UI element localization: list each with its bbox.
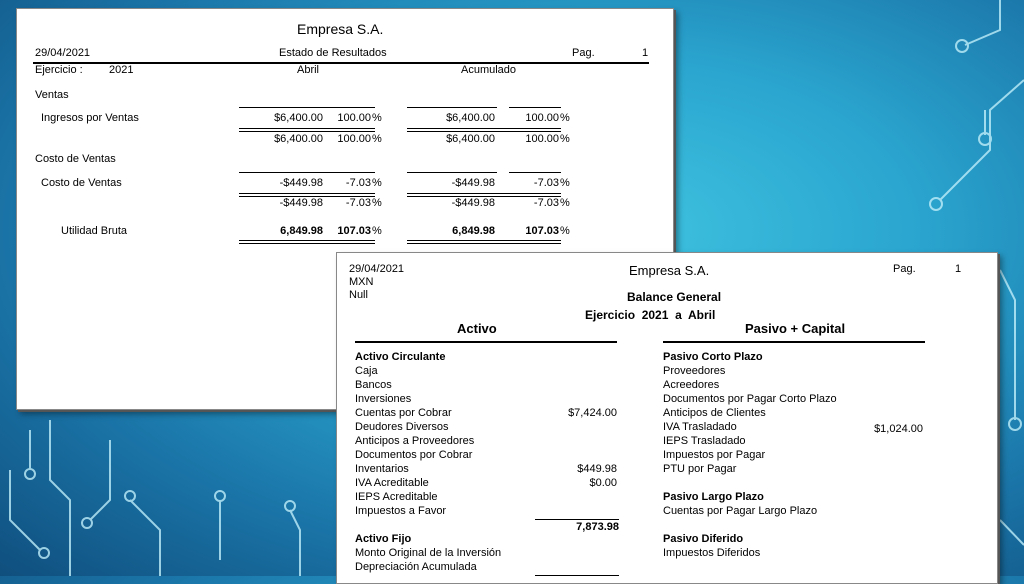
costo-acum-pct: -7.03	[533, 177, 559, 189]
report-date: 29/04/2021	[349, 263, 405, 275]
page-number: 1	[642, 47, 649, 59]
list-item: IEPS Acreditable	[355, 491, 438, 503]
list-value: $449.98	[577, 463, 617, 475]
ejercicio-month: Abril	[688, 308, 716, 322]
utilidad-acum: 6,849.98	[452, 225, 495, 237]
rule	[407, 107, 497, 108]
list-item: Proveedores	[663, 365, 726, 377]
page-number: 1	[955, 263, 962, 275]
null-label: Null	[349, 289, 368, 301]
section-ventas: Ventas	[35, 89, 69, 101]
utilidad-month: 6,849.98	[280, 225, 323, 237]
balance-general-report	[336, 252, 998, 584]
list-item: Documentos por Pagar Corto Plazo	[663, 393, 837, 405]
rule	[239, 172, 329, 173]
ejercicio-year: 2021	[109, 64, 134, 76]
page-label: Pag.	[893, 263, 916, 275]
rule	[329, 107, 375, 108]
company-name: Empresa S.A.	[297, 21, 384, 37]
ventas-total-month: $6,400.00	[274, 133, 323, 145]
pasivo-corto-title: Pasivo Corto Plazo	[663, 351, 763, 363]
pasivo-diferido-title: Pasivo Diferido	[663, 533, 744, 545]
double-rule	[407, 240, 561, 244]
list-item: Depreciación Acumulada	[355, 561, 477, 573]
section-costo: Costo de Ventas	[35, 153, 116, 165]
rule	[239, 107, 329, 108]
list-item: Caja	[355, 365, 378, 377]
col-month-header: Abril	[297, 64, 320, 76]
list-value: $0.00	[589, 477, 617, 489]
ventas-total-acum-pct: 100.00	[525, 133, 559, 145]
rule	[329, 172, 375, 173]
list-item: PTU por Pagar	[663, 463, 737, 475]
list-item: Documentos por Cobrar	[355, 449, 473, 461]
pct-sign: %	[560, 177, 570, 189]
list-value: $1,024.00	[874, 423, 923, 435]
list-item: Inventarios	[355, 463, 409, 475]
pct-sign: %	[560, 112, 570, 124]
pct-sign: %	[372, 225, 382, 237]
ejercicio-label: Ejercicio	[585, 308, 636, 322]
ventas-total-month-pct: 100.00	[337, 133, 371, 145]
ejercicio-year: 2021	[641, 308, 669, 322]
list-value: $7,424.00	[568, 407, 617, 419]
costo-total-acum-pct: -7.03	[533, 197, 559, 209]
rule	[407, 172, 497, 173]
activo-header: Activo	[457, 321, 497, 336]
list-item: Cuentas por Cobrar	[355, 407, 452, 419]
list-item: Deudores Diversos	[355, 421, 449, 433]
list-item: Anticipos de Clientes	[663, 407, 766, 419]
ventas-total-acum: $6,400.00	[446, 133, 495, 145]
report-title: Estado de Resultados	[279, 47, 387, 59]
list-item: Impuestos a Favor	[355, 505, 447, 517]
activo-rule	[355, 341, 617, 343]
double-rule	[407, 128, 561, 132]
pct-sign: %	[372, 177, 382, 189]
list-item: Acreedores	[663, 379, 720, 391]
pct-sign: %	[372, 197, 382, 209]
company-name: Empresa S.A.	[629, 263, 710, 278]
col-acum-header: Acumulado	[461, 64, 517, 76]
costo-total-acum: -$449.98	[451, 197, 495, 209]
pct-sign: %	[560, 197, 570, 209]
ingresos-label: Ingresos por Ventas	[41, 112, 139, 124]
ejercicio-line	[585, 308, 715, 322]
pasivo-rule	[663, 341, 925, 343]
ejercicio-label: Ejercicio :	[35, 64, 83, 76]
rule	[509, 172, 561, 173]
list-item: Bancos	[355, 379, 392, 391]
double-rule	[239, 128, 375, 132]
pasivo-header: Pasivo + Capital	[745, 321, 846, 336]
pct-sign: %	[372, 133, 382, 145]
rule	[535, 519, 619, 520]
list-item: Impuestos por Pagar	[663, 449, 766, 461]
ingresos-acum-pct: 100.00	[525, 112, 559, 124]
report-title: Balance General	[627, 290, 722, 304]
list-item: IVA Trasladado	[663, 421, 737, 433]
activo-circulante-title: Activo Circulante	[355, 351, 446, 363]
page-label: Pag.	[572, 47, 595, 59]
activo-fijo-title: Activo Fijo	[355, 533, 412, 545]
costo-total-month-pct: -7.03	[345, 197, 371, 209]
list-item: IEPS Trasladado	[663, 435, 746, 447]
currency: MXN	[349, 276, 374, 288]
list-item: Cuentas por Pagar Largo Plazo	[663, 505, 818, 517]
activo-circulante-total: 7,873.98	[576, 521, 619, 533]
costo-label: Costo de Ventas	[41, 177, 122, 189]
ingresos-month-pct: 100.00	[337, 112, 371, 124]
pct-sign: %	[560, 133, 570, 145]
costo-total-month: -$449.98	[279, 197, 323, 209]
list-item: IVA Acreditable	[355, 477, 429, 489]
utilidad-label: Utilidad Bruta	[61, 225, 128, 237]
list-item: Impuestos Diferidos	[663, 547, 761, 559]
list-item: Monto Original de la Inversión	[355, 547, 502, 559]
pct-sign: %	[372, 112, 382, 124]
utilidad-month-pct: 107.03	[337, 225, 371, 237]
ingresos-month: $6,400.00	[274, 112, 323, 124]
double-rule	[239, 240, 375, 244]
ingresos-acum: $6,400.00	[446, 112, 495, 124]
utilidad-acum-pct: 107.03	[525, 225, 559, 237]
ejercicio-a: a	[675, 308, 682, 322]
pasivo-largo-title: Pasivo Largo Plazo	[663, 491, 764, 503]
list-item: Inversiones	[355, 393, 412, 405]
costo-acum: -$449.98	[451, 177, 495, 189]
report-date: 29/04/2021	[35, 47, 91, 59]
list-item: Anticipos a Proveedores	[355, 435, 475, 447]
costo-month-pct: -7.03	[345, 177, 371, 189]
costo-month: -$449.98	[279, 177, 323, 189]
rule	[509, 107, 561, 108]
pct-sign: %	[560, 225, 570, 237]
